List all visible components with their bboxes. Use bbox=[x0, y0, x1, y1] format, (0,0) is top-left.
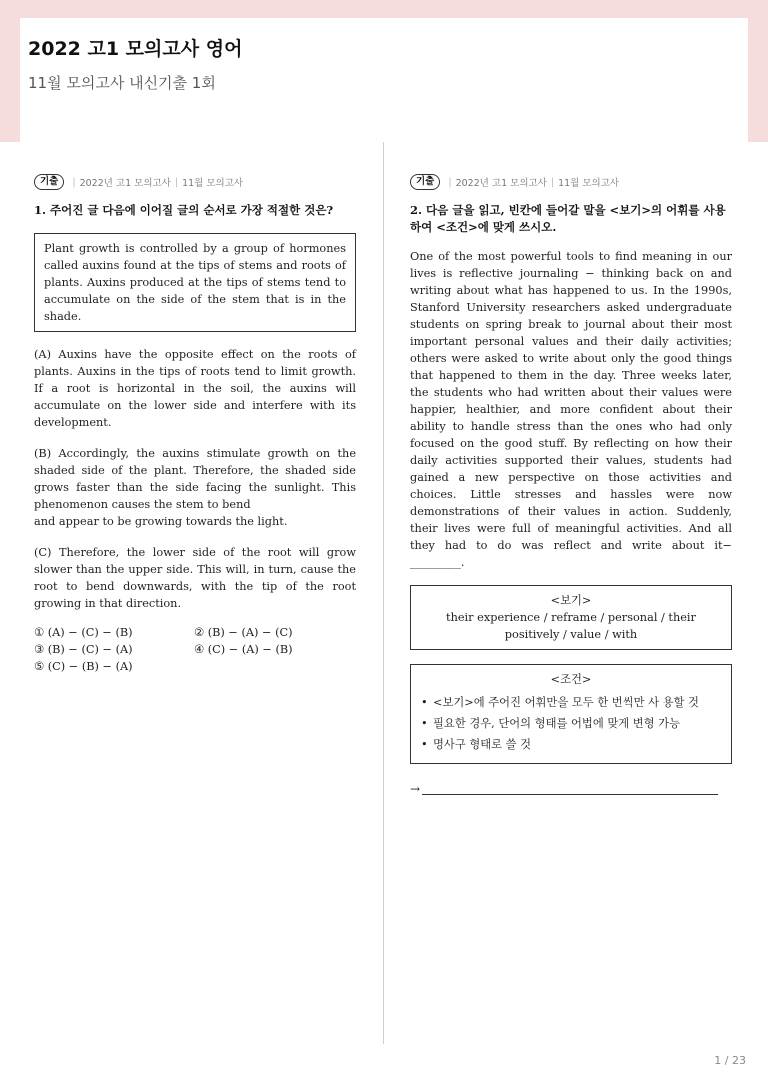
q1-given-text: Plant growth is controlled by a group of hormones called auxins found at the tips of stems and roots of plants. Auxins produced at the tips of stems tend to accumulate on the side of the stem that is in the shade. bbox=[44, 242, 346, 323]
q1-paragraph-a: (A) Auxins have the opposite effect on the roots of plants. Auxins in the tips of roots tend to limit growth. If a root is horizontal in the soil, the auxins will accumulate on the lower side and interfere with its development. bbox=[34, 348, 356, 429]
q2-conditions-title: <조건> bbox=[550, 673, 592, 686]
q1-given-passage bbox=[34, 233, 356, 332]
answer-blank[interactable] bbox=[422, 784, 718, 795]
bullet-icon: • bbox=[421, 738, 428, 751]
q2-conditions-list bbox=[421, 692, 721, 755]
page-number: 1 / 23 bbox=[714, 1054, 746, 1067]
q1-title: 1. 주어진 글 다음에 이어질 글의 순서로 가장 적절한 것은? bbox=[34, 203, 334, 217]
q1-source-line bbox=[34, 174, 356, 190]
choice-3[interactable]: ③ (B) − (C) − (A) bbox=[34, 643, 133, 656]
q1-paragraph-b-part2: and appear to be growing towards the light. bbox=[34, 515, 288, 528]
q2-title: 2. 다음 글을 읽고, 빈칸에 들어갈 말을 <보기>의 어휘를 사용하여 <조건>에 맞게 쓰시오. bbox=[410, 203, 726, 234]
separator: | bbox=[174, 176, 179, 188]
separator: | bbox=[550, 176, 555, 188]
q2-answer-line[interactable] bbox=[410, 782, 732, 796]
q2-conditions-box bbox=[410, 664, 732, 764]
document-subtitle: 11월 모의고사 내신기출 1회 bbox=[28, 74, 216, 92]
q1-paragraph-b bbox=[34, 445, 356, 530]
q2-tag-badge: 기출 bbox=[410, 174, 440, 190]
bullet-icon: • bbox=[421, 696, 428, 709]
question-2 bbox=[410, 174, 732, 796]
arrow-icon: → bbox=[410, 782, 421, 796]
q1-paragraph-b-part1: (B) Accordingly, the auxins stimulate growth on the shaded side of the plant. Therefore, the shaded side grows faster than the side facing the sunlight. This phenomenon causes the stem to bend bbox=[34, 447, 356, 511]
separator: | bbox=[72, 176, 76, 188]
q2-source-line bbox=[410, 174, 732, 190]
question-1 bbox=[34, 174, 356, 675]
document-title: 2022 고1 모의고사 영어 bbox=[28, 38, 243, 60]
condition-text: 명사구 형태로 쓸 것 bbox=[433, 738, 532, 751]
q2-source-year: 2022년 고1 모의고사 bbox=[455, 178, 547, 189]
choice-2[interactable]: ② (B) − (A) − (C) bbox=[194, 626, 293, 639]
condition-item bbox=[421, 692, 721, 713]
q2-reference-title: <보기> bbox=[550, 594, 592, 607]
q2-reference-words: their experience / reframe / personal / their positively / value / with bbox=[446, 611, 696, 641]
bullet-icon: • bbox=[421, 717, 428, 730]
condition-text: 필요한 경우, 단어의 형태를 어법에 맞게 변형 가능 bbox=[433, 717, 680, 730]
choice-1[interactable]: ① (A) − (C) − (B) bbox=[34, 626, 133, 639]
condition-text: <보기>에 주어진 어휘만을 모두 한 번씩만 사 용할 것 bbox=[433, 696, 699, 709]
q2-reference-box bbox=[410, 585, 732, 650]
q1-tag-badge: 기출 bbox=[34, 174, 64, 190]
separator: | bbox=[448, 176, 452, 188]
q1-source-year: 2022년 고1 모의고사 bbox=[79, 178, 171, 189]
q2-passage: One of the most powerful tools to find meaning in our lives is reflective journaling − thinking back on and writing about what has happened to us. In the 1990s, Stanford University researchers asked undergraduate students on spring break to journal about their most important personal values and their daily activities; others were asked to write about only the good things that happened to them in the day. Three weeks later, the students who had written about their values were happier, healthier, and more confident about their ability to handle stress than the ones who had only focused on the good stuff. By reflecting on how their daily activities supported their values, students had gained a new perspective on those activities and choices. Little stresses and hassles were now demonstrations of their values in action. Suddenly, their lives were full of meaningful activities. And all they had to do was reflect and write about it− _________. bbox=[410, 250, 732, 569]
condition-item bbox=[421, 734, 721, 755]
q2-source-month: 11월 모의고사 bbox=[558, 178, 620, 189]
q1-source-month: 11월 모의고사 bbox=[182, 178, 244, 189]
condition-item bbox=[421, 713, 721, 734]
choice-4[interactable]: ④ (C) − (A) − (B) bbox=[194, 643, 293, 656]
q1-paragraph-c: (C) Therefore, the lower side of the root will grow slower than the upper side. This will, in turn, cause the root to bend downwards, with the tip of the root growing in that direction. bbox=[34, 546, 356, 610]
column-divider bbox=[383, 142, 384, 1044]
choice-5[interactable]: ⑤ (C) − (B) − (A) bbox=[34, 660, 133, 673]
q1-choices bbox=[34, 624, 356, 675]
